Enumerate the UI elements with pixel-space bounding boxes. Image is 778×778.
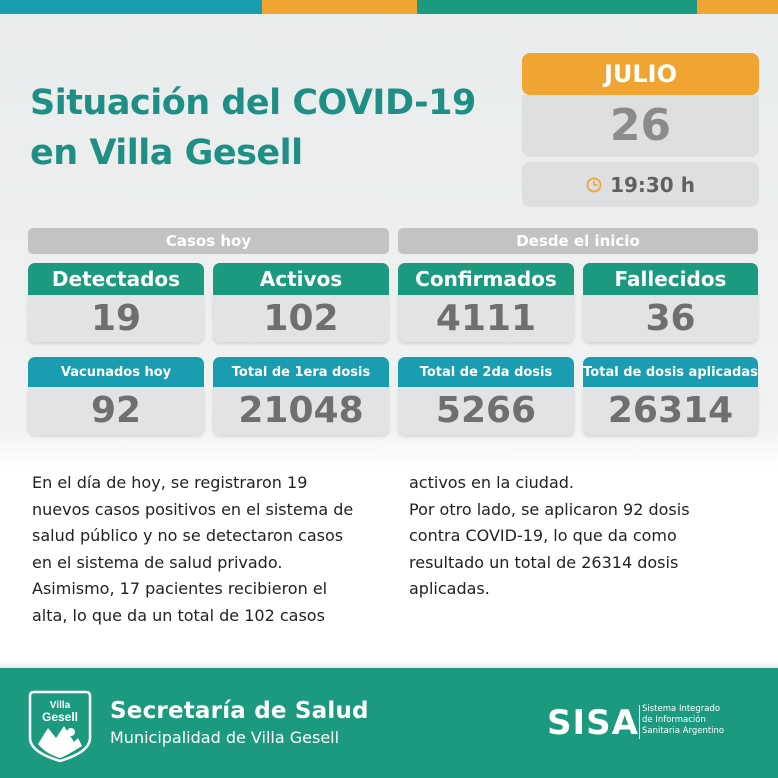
body-line: aplicadas. <box>409 579 490 598</box>
section-bar-today: Casos hoy <box>28 228 389 254</box>
stat-label: Detectados <box>28 263 204 295</box>
body-text-right <box>409 470 769 603</box>
stat-label: Vacunados hoy <box>28 357 204 387</box>
time-text: 19:30 h <box>610 172 695 197</box>
stat-card-detectados <box>28 263 204 342</box>
body-line: nuevos casos positivos en el sistema de <box>32 499 354 519</box>
logo-text-villa: Villa <box>49 700 71 711</box>
top-color-band <box>0 0 778 14</box>
villa-gesell-logo <box>26 686 94 764</box>
stat-card-segunda-dosis <box>398 357 574 435</box>
stat-value: 102 <box>213 295 389 342</box>
footer-title: Secretaría de Salud <box>110 698 369 724</box>
stat-card-primera-dosis <box>213 357 389 435</box>
body-text-left <box>32 470 392 629</box>
clock-icon <box>586 177 602 193</box>
footer-subtitle: Municipalidad de Villa Gesell <box>110 728 340 747</box>
sisa-desc-line: Sistema Integrado <box>642 704 721 714</box>
body-line: activos en la ciudad. <box>409 473 574 492</box>
sisa-separator <box>639 705 640 739</box>
body-line: salud público y no se detectaron casos <box>32 526 344 545</box>
sisa-desc-line: Sanitaria Argentino <box>642 726 725 736</box>
body-line: alta, lo que da un total de 102 casos <box>32 605 325 625</box>
stat-value: 5266 <box>398 387 574 435</box>
title-line-1: Situación del COVID-19 <box>30 83 476 123</box>
stat-card-fallecidos <box>583 263 758 342</box>
title-line-2: en Villa Gesell <box>30 133 303 173</box>
body-line: en el sistema de salud privado. <box>32 552 283 572</box>
stat-value: 19 <box>28 295 204 342</box>
stat-label: Total de dosis aplicadas <box>583 357 758 387</box>
stat-label: Total de 1era dosis <box>213 357 389 387</box>
sisa-description <box>642 704 724 737</box>
body-line: En el día de hoy, se registraron 19 <box>32 473 308 492</box>
body-line: resultado un total de 26314 dosis <box>409 552 679 572</box>
body-line: Asimismo, 17 pacientes recibieron el <box>32 579 328 598</box>
section-bar-since-start: Desde el inicio <box>398 228 758 254</box>
sisa-desc-line: de Información <box>642 715 706 725</box>
sisa-logo: SISA <box>547 703 639 743</box>
date-month: JULIO <box>522 53 759 95</box>
stat-value: 4111 <box>398 295 574 342</box>
date-time <box>522 162 759 207</box>
stat-value: 21048 <box>213 387 389 435</box>
body-line: contra COVID-19, lo que da como <box>409 526 677 545</box>
stat-card-activos <box>213 263 389 342</box>
page-title <box>30 78 500 178</box>
stat-label: Fallecidos <box>583 263 758 295</box>
logo-text-gesell: Gesell <box>41 710 79 724</box>
stat-value: 26314 <box>583 387 758 435</box>
body-line: Por otro lado, se aplicaron 92 dosis <box>409 499 690 519</box>
stat-label: Activos <box>213 263 389 295</box>
date-day: 26 <box>522 95 759 157</box>
stat-label: Total de 2da dosis <box>398 357 574 387</box>
stat-label: Confirmados <box>398 263 574 295</box>
stat-value: 36 <box>583 295 758 342</box>
stat-card-dosis-aplicadas <box>583 357 758 435</box>
stat-card-confirmados <box>398 263 574 342</box>
stat-value: 92 <box>28 387 204 435</box>
stat-card-vacunados-hoy <box>28 357 204 435</box>
